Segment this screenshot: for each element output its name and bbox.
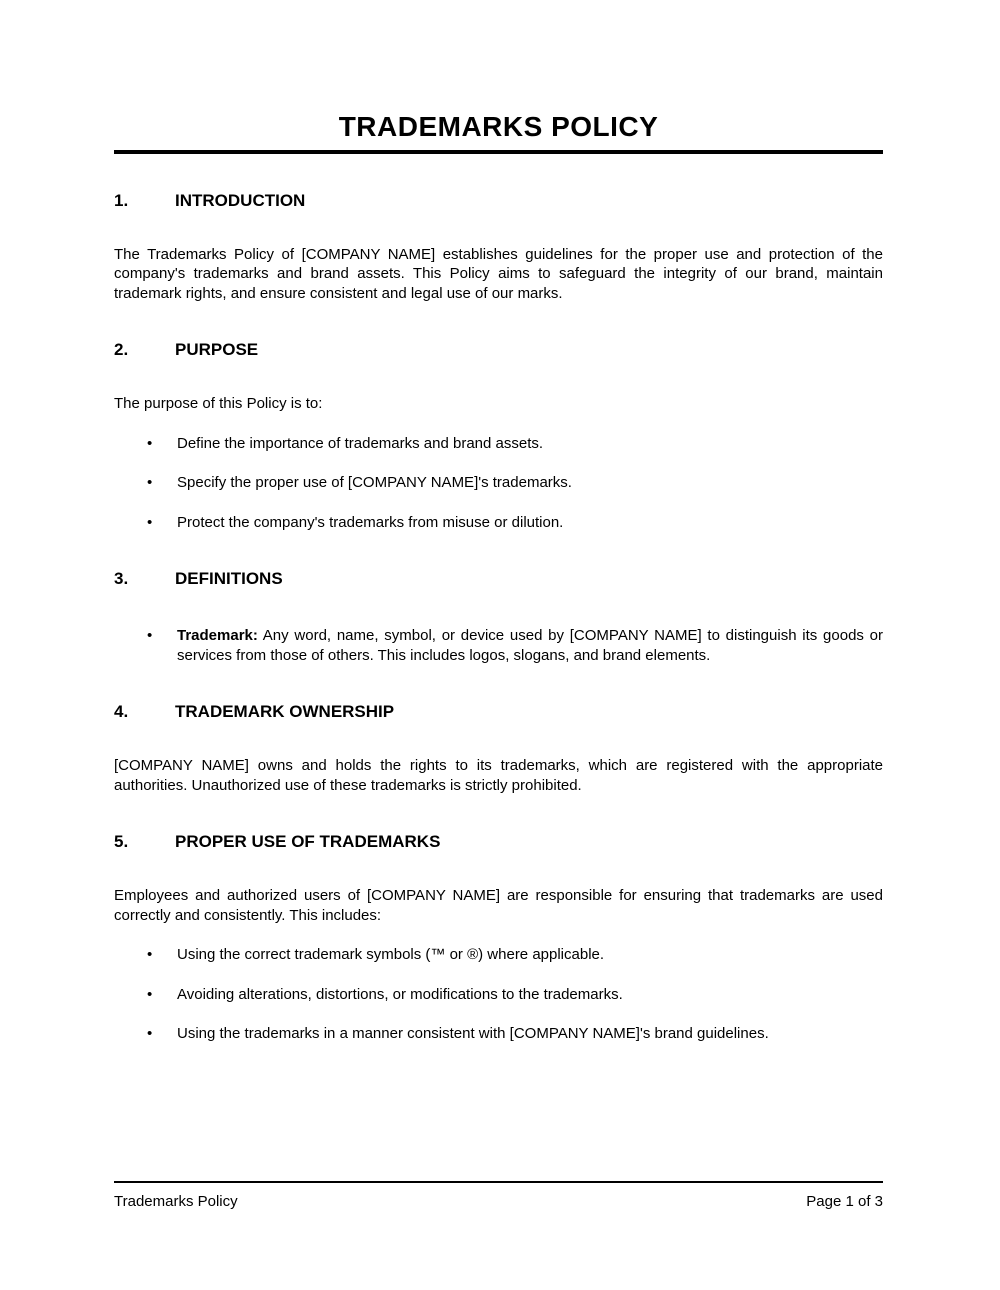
- bullet-item: • Using the correct trademark symbols (™ or ®) where applicable.: [114, 945, 883, 965]
- section-heading-label: TRADEMARK OWNERSHIP: [175, 702, 395, 722]
- section-heading-trademark-ownership: [114, 701, 883, 722]
- page-footer: [114, 1181, 883, 1211]
- bullet-item: • Define the importance of trademarks and brand assets.: [114, 434, 883, 454]
- section-heading-label: PROPER USE OF TRADEMARKS: [175, 832, 441, 852]
- paragraph-purpose-intro: The purpose of this Policy is to:: [114, 395, 323, 413]
- footer-rule: [114, 1181, 883, 1183]
- footer-page-number: Page 1 of 3: [806, 1193, 883, 1210]
- purpose-bullet-list: [114, 434, 883, 533]
- bullet-item: • Specify the proper use of [COMPANY NAME]'s trademarks.: [114, 473, 883, 493]
- bullet-item: • Protect the company's trademarks from misuse or dilution.: [114, 513, 883, 533]
- section-number: 2.: [114, 340, 129, 360]
- bullet-item-definition: [114, 626, 883, 665]
- proper-use-bullet-list: [114, 945, 883, 1044]
- section-heading-proper-use: [114, 831, 883, 852]
- section-heading-definitions: [114, 568, 883, 589]
- footer-row: [114, 1192, 883, 1211]
- document-title: TRADEMARKS POLICY: [338, 111, 659, 142]
- section-heading-introduction: [114, 190, 883, 211]
- bullet-item: • Avoiding alterations, distortions, or modifications to the trademarks.: [114, 985, 883, 1005]
- section-heading-label: PURPOSE: [175, 340, 259, 360]
- section-number: 3.: [114, 569, 129, 589]
- definition-term: Trademark:: [177, 627, 258, 645]
- section-number: 1.: [114, 190, 129, 210]
- section-heading-label: DEFINITIONS: [175, 569, 283, 589]
- section-number: 5.: [114, 832, 129, 852]
- title-rule: [114, 150, 883, 154]
- bullet-item: • Using the trademarks in a manner consistent with [COMPANY NAME]'s brand guidelines.: [114, 1024, 883, 1044]
- section-number: 4.: [114, 702, 129, 722]
- definition-text: Any word, name, symbol, or device used by [COMPANY NAME] to distinguish its goods or services from those of others. This includes logos, slogans, and brand elements.: [177, 627, 883, 664]
- paragraph-proper-use-intro: Employees and authorized users of [COMPANY NAME] are responsible for ensuring that trademarks are used correctly and consistently. This includes:: [114, 887, 883, 924]
- definitions-bullet-list: [114, 626, 883, 665]
- footer-document-title: Trademarks Policy: [114, 1193, 238, 1210]
- paragraph-introduction: The Trademarks Policy of [COMPANY NAME] establishes guidelines for the proper use and protection of the company's trademarks and brand assets. This Policy aims to safeguard the integrity of our brand, maintain trademark rights, and ensure consistent and legal use of our marks.: [114, 245, 883, 302]
- section-heading-purpose: [114, 339, 883, 360]
- paragraph-ownership: [COMPANY NAME] owns and holds the rights to its trademarks, which are registered with the appropriate authorities. Unauthorized use of these trademarks is strictly prohibited.: [114, 757, 883, 794]
- section-heading-label: INTRODUCTION: [175, 190, 306, 210]
